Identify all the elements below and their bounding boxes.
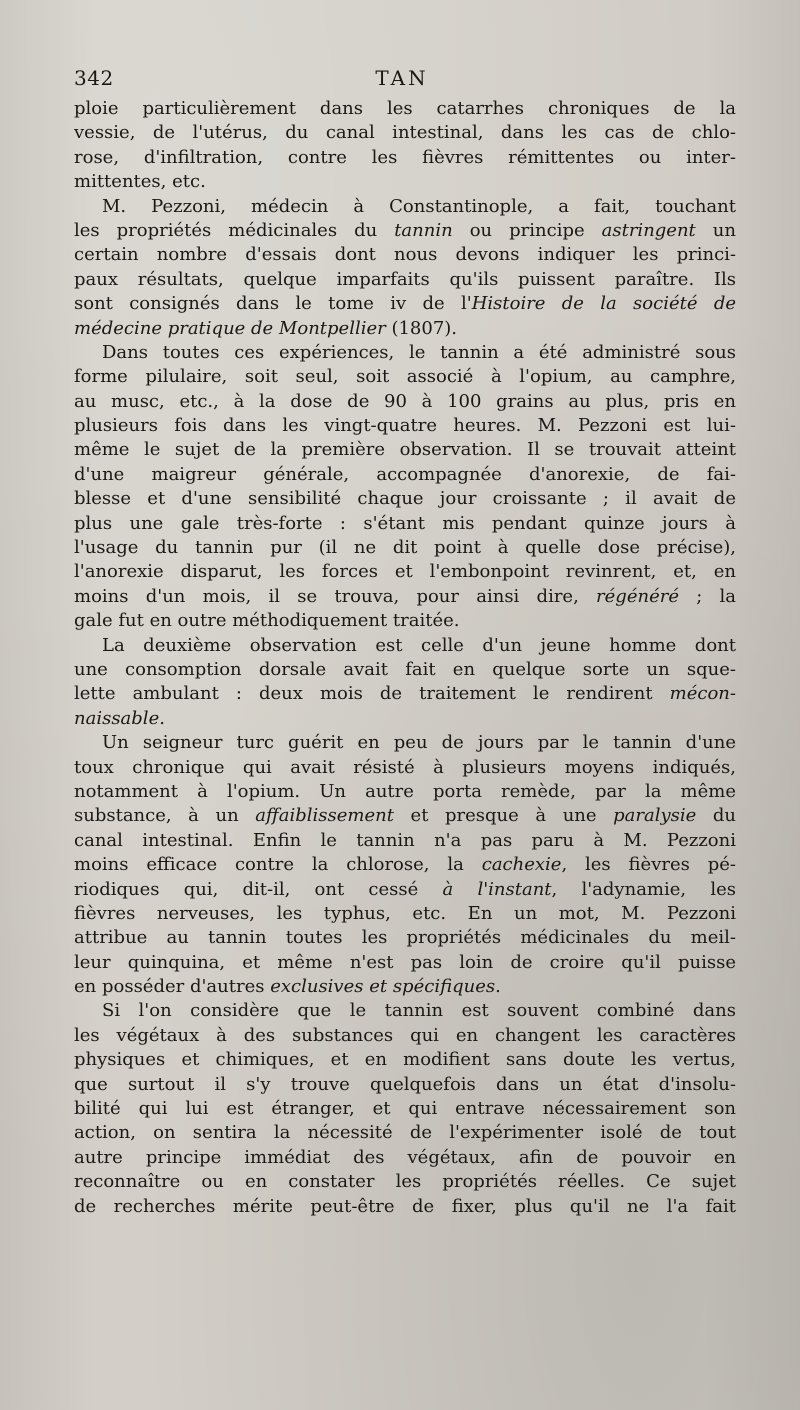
italic-text: médecine pratique de Montpellier [74,317,386,339]
text-line [74,219,736,243]
text-segment: La deuxième observation est celle d'un jeune homme dont [102,634,736,656]
text-segment: au musc, etc., à la dose de 90 à 100 grains au plus, pris en [74,390,736,412]
text-segment: M. Pezzoni, médecin à Constantinople, a fait, touchant [102,195,736,217]
text-segment: les végétaux à des substances qui en changent les caractères [74,1024,736,1046]
text-segment: paux résultats, quelque imparfaits qu'ils puissent paraître. Ils [74,268,736,290]
text-line [74,804,736,828]
text-segment: un [695,219,736,241]
text-line [74,268,736,292]
text-segment: ou principe [452,219,602,241]
text-segment: de recherches mérite peut-être de fixer, plus qu'il ne l'a fait [74,1195,736,1217]
text-line [74,463,736,487]
text-line [74,390,736,414]
italic-text: tannin [394,219,453,241]
text-line [74,829,736,853]
text-line [74,682,736,706]
text-line [74,1170,736,1194]
italic-text: exclusives et spécifiques [270,976,496,998]
text-segment: Un seigneur turc guérit en peu de jours par le tannin d'une [102,732,736,754]
text-line [74,97,736,121]
text-segment: moins d'un mois, il se trouva, pour ainsi dire, [74,585,597,607]
text-segment: sont consignés dans le tome iv de l' [74,293,472,315]
text-segment: reconnaître ou en constater les propriétés réelles. Ce sujet [74,1171,736,1193]
text-segment: certain nombre d'essais dont nous devons indiquer les princi- [74,244,736,266]
text-segment: ; la [678,585,736,607]
text-segment: . [495,976,501,998]
text-line [74,1073,736,1097]
text-segment: leur quinquina, et même n'est pas loin de croire qu'il puisse [74,951,736,973]
text-segment: du [696,805,736,827]
italic-text: paralysie [613,805,697,827]
italic-text: mécon- [669,683,736,705]
text-segment: , l'adynamie, les [551,878,736,900]
text-line [74,512,736,536]
text-line [74,975,736,999]
text-segment: gale fut en outre méthodiquement traitée. [74,610,460,632]
text-segment: que surtout il s'y trouve quelquefois dans un état d'insolu- [74,1073,736,1095]
italic-text: régénéré [596,585,679,607]
text-line [74,707,736,731]
text-segment: canal intestinal. Enfin le tannin n'a pas paru à M. Pezzoni [74,829,736,851]
text-line [74,951,736,975]
page-number: 342 [74,66,114,90]
text-segment: forme pilulaire, soit seul, soit associé à l'opium, au camphre, [74,366,736,388]
text-line [74,926,736,950]
text-line [74,317,736,341]
text-segment: moins efficace contre la chlorose, la [74,854,482,876]
text-line [74,1146,736,1170]
text-line [74,609,736,633]
text-segment: blesse et d'une sensibilité chaque jour croissante ; il avait de [74,488,736,510]
text-segment: physiques et chimiques, et en modifient sans doute les vertus, [74,1049,736,1071]
text-segment: mittentes, etc. [74,171,206,193]
text-line [74,341,736,365]
text-line [74,1121,736,1145]
text-segment: en posséder d'autres [74,976,271,998]
text-segment: ploie particulièrement dans les catarrhes chroniques de la [74,98,736,119]
text-segment: notamment à l'opium. Un autre porta remède, par la même [74,780,736,802]
italic-text: affaiblissement [255,805,394,827]
text-segment: riodiques qui, dit-il, ont cessé [74,878,443,900]
text-line [74,536,736,560]
text-line [74,731,736,755]
text-segment: l'usage du tannin pur (il ne dit point à quelle dose précise), [74,537,736,559]
running-head: TAN [375,66,429,90]
text-segment: lette ambulant : deux mois de traitement le rendirent [74,683,670,705]
italic-text: cachexie [481,854,562,876]
text-line [74,438,736,462]
text-segment: (1807). [385,317,458,339]
text-segment: rose, d'infiltration, contre les fièvres rémittentes ou inter- [74,146,736,168]
text-line [74,121,736,145]
text-segment: , les fièvres pé- [561,854,736,876]
text-segment: même le sujet de la première observation. Il se trouvait atteint [74,439,736,461]
text-line [74,853,736,877]
text-segment: substance, à un [74,805,256,827]
text-segment: plus une gale très-forte : s'étant mis pendant quinze jours à [74,512,736,534]
text-line [74,634,736,658]
text-segment: autre principe immédiat des végétaux, afin de pouvoir en [74,1146,736,1168]
text-line [74,365,736,389]
text-segment: action, on sentira la nécessité de l'expérimenter isolé de tout [74,1122,736,1144]
text-line [74,560,736,584]
text-line [74,195,736,219]
text-line [74,585,736,609]
text-segment: une consomption dorsale avait fait en quelque sorte un sque- [74,658,736,680]
italic-text: naissable. [74,707,165,729]
text-line [74,658,736,682]
body-text [74,97,736,1219]
text-line [74,170,736,194]
text-line [74,780,736,804]
text-line [74,292,736,316]
text-line [74,414,736,438]
text-line [74,756,736,780]
text-segment: bilité qui lui est étranger, et qui entrave nécessairement son [74,1098,736,1120]
text-line [74,1195,736,1219]
text-line [74,146,736,170]
text-line [74,999,736,1023]
text-segment: fièvres nerveuses, les typhus, etc. En un mot, M. Pezzoni [74,902,736,924]
text-line [74,902,736,926]
text-line [74,878,736,902]
page-header [74,66,730,96]
text-line [74,1048,736,1072]
italic-text: astringent [601,219,696,241]
text-line [74,243,736,267]
text-segment: attribue au tannin toutes les propriétés médicinales du meil- [74,927,736,949]
text-segment: l'anorexie disparut, les forces et l'embonpoint revinrent, et, en [74,561,736,583]
italic-text: à l'instant [442,878,552,900]
text-segment: Dans toutes ces expériences, le tannin a été administré sous [102,341,736,363]
text-line [74,487,736,511]
italic-text: Histoire de la société de [471,293,736,315]
text-segment: Si l'on considère que le tannin est souvent combiné dans [102,1000,736,1022]
text-segment: les propriétés médicinales du [74,219,395,241]
text-line [74,1024,736,1048]
text-segment: d'une maigreur générale, accompagnée d'anorexie, de fai- [74,463,736,485]
text-segment: vessie, de l'utérus, du canal intestinal, dans les cas de chlo- [74,122,736,144]
text-segment: toux chronique qui avait résisté à plusieurs moyens indiqués, [74,756,736,778]
text-segment: et presque à une [393,805,614,827]
text-segment: plusieurs fois dans les vingt-quatre heures. M. Pezzoni est lui- [74,415,736,437]
text-line [74,1097,736,1121]
